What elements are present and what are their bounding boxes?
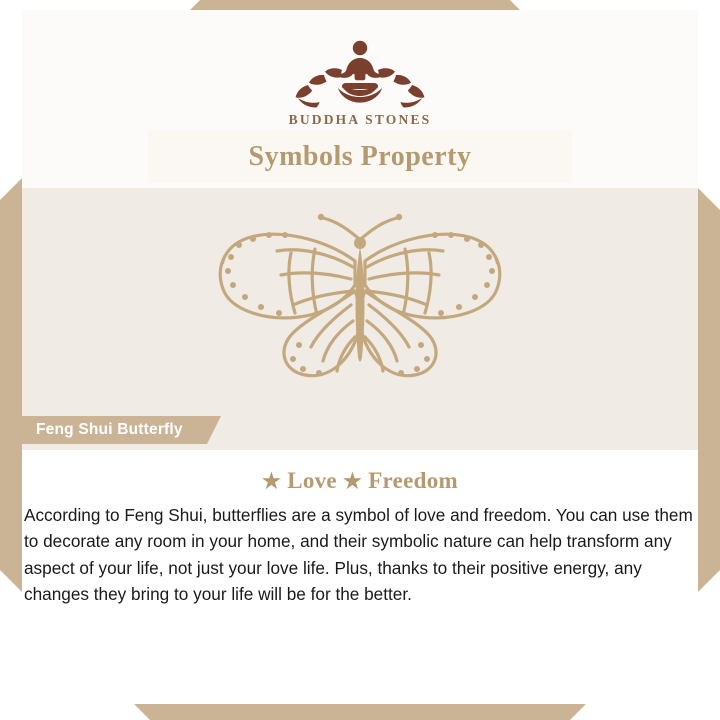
butterfly-illustration	[22, 205, 698, 410]
subtitle-text-freedom: Freedom	[368, 468, 459, 493]
body-paragraph: According to Feng Shui, butterflies are a symbol of love and freedom. You can use them to decorate any room in your home, and their symbolic nature can help transform any aspect of your life, not just your love life. Plus, thanks to their positive energy, any changes they bring to your life will be for the better.	[24, 505, 693, 604]
star-icon-left: ★	[261, 469, 282, 493]
page-title: Symbols Property	[248, 140, 472, 172]
category-tag-label: Feng Shui Butterfly	[36, 421, 183, 438]
category-tag	[22, 416, 207, 444]
brand-logo	[22, 34, 698, 128]
title-banner	[148, 130, 572, 183]
brand-name: BUDDHA STONES	[288, 112, 432, 127]
lotus-meditation-icon	[280, 34, 440, 108]
subtitle-text-love: Love	[287, 468, 337, 493]
subtitle	[22, 468, 698, 494]
star-icon-middle: ★	[343, 469, 363, 493]
content-card	[22, 10, 698, 630]
butterfly-icon	[195, 205, 525, 405]
category-tag-notch	[207, 416, 221, 444]
